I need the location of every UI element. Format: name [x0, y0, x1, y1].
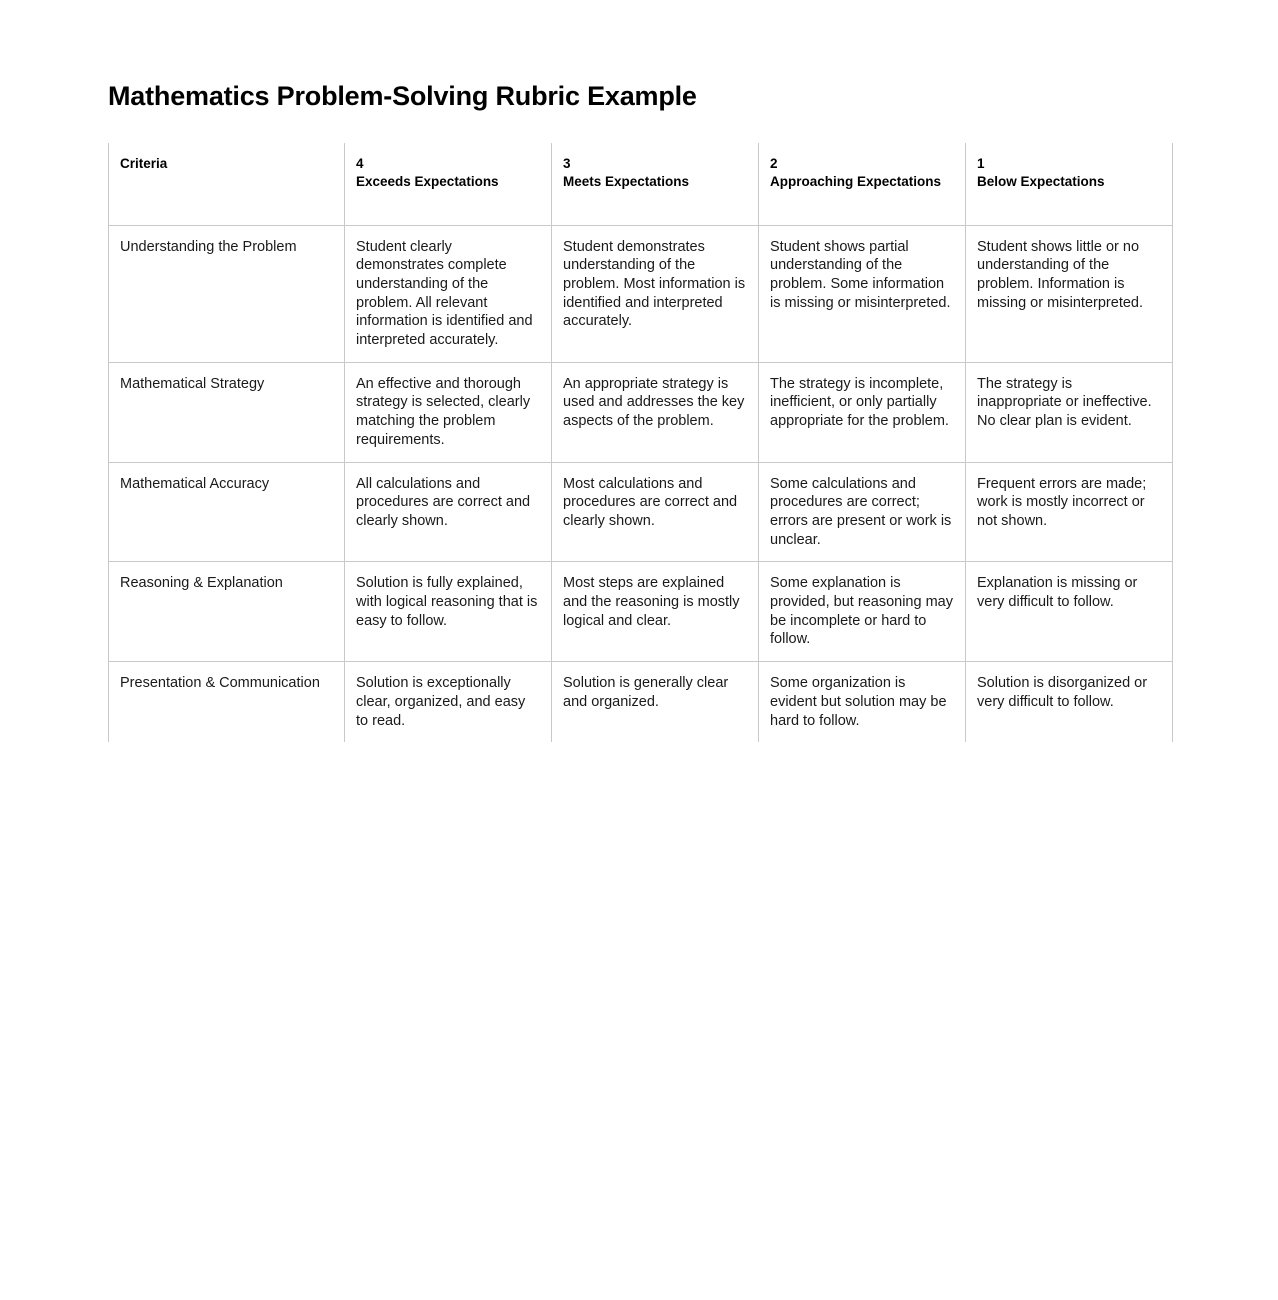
- table-row: [109, 662, 1173, 743]
- level-1-label: Below Expectations: [977, 174, 1105, 190]
- row-cell-level-4: All calculations and procedures are correct and clearly shown.: [345, 462, 552, 562]
- column-header-level-1: [966, 143, 1173, 225]
- level-2-label: Approaching Expectations: [770, 174, 942, 190]
- row-cell-level-3: An appropriate strategy is used and addresses the key aspects of the problem.: [552, 362, 759, 462]
- row-cell-level-4: Solution is fully explained, with logical reasoning that is easy to follow.: [345, 562, 552, 662]
- criteria-header-label: Criteria: [120, 156, 168, 171]
- table-header-row: [109, 143, 1173, 225]
- row-criteria-label: Understanding the Problem: [109, 225, 345, 362]
- row-criteria-label: Mathematical Strategy: [109, 362, 345, 462]
- rubric-table-header: [109, 143, 1173, 225]
- rubric-table-container: [108, 143, 1172, 742]
- row-cell-level-4: Solution is exceptionally clear, organized, and easy to read.: [345, 662, 552, 743]
- row-cell-level-1: The strategy is inappropriate or ineffective. No clear plan is evident.: [966, 362, 1173, 462]
- row-cell-level-1: Student shows little or no understanding of the problem. Information is missing or misinterpreted.: [966, 225, 1173, 362]
- rubric-table: [108, 143, 1173, 742]
- row-cell-level-2: Some organization is evident but solution may be hard to follow.: [759, 662, 966, 743]
- column-header-level-4: [345, 143, 552, 225]
- row-cell-level-3: Solution is generally clear and organized.: [552, 662, 759, 743]
- table-row: [109, 362, 1173, 462]
- table-row: [109, 562, 1173, 662]
- column-header-criteria: [109, 143, 345, 225]
- rubric-table-body: [109, 225, 1173, 742]
- row-cell-level-4: An effective and thorough strategy is selected, clearly matching the problem requirements.: [345, 362, 552, 462]
- row-cell-level-2: The strategy is incomplete, inefficient, or only partially appropriate for the problem.: [759, 362, 966, 462]
- level-4-score: 4: [356, 156, 364, 171]
- row-criteria-label: Reasoning & Explanation: [109, 562, 345, 662]
- row-cell-level-1: Solution is disorganized or very difficult to follow.: [966, 662, 1173, 743]
- row-criteria-label: Presentation & Communication: [120, 675, 320, 692]
- row-cell-level-2: Some calculations and procedures are correct; errors are present or work is unclear.: [759, 462, 966, 562]
- row-cell-level-1: Frequent errors are made; work is mostly incorrect or not shown.: [966, 462, 1173, 562]
- level-3-label: Meets Expectations: [563, 174, 690, 190]
- page-title: Mathematics Problem-Solving Rubric Example: [108, 81, 697, 111]
- row-cell-level-2: Some explanation is provided, but reasoning may be incomplete or hard to follow.: [759, 562, 966, 662]
- level-4-label: Exceeds Expectations: [356, 174, 499, 190]
- level-2-score: 2: [770, 156, 778, 171]
- row-cell-level-1: Explanation is missing or very difficult to follow.: [966, 562, 1173, 662]
- row-criteria-label: Mathematical Accuracy: [109, 462, 345, 562]
- table-row: [109, 225, 1173, 362]
- level-1-score: 1: [977, 156, 985, 171]
- row-cell-level-2: Student shows partial understanding of the problem. Some information is missing or misinterpreted.: [759, 225, 966, 362]
- level-3-score: 3: [563, 156, 571, 171]
- row-cell-level-3: Most steps are explained and the reasoning is mostly logical and clear.: [552, 562, 759, 662]
- column-header-level-3: [552, 143, 759, 225]
- table-row: [109, 462, 1173, 562]
- row-cell-level-3: Most calculations and procedures are correct and clearly shown.: [552, 462, 759, 562]
- row-cell-level-3: Student demonstrates understanding of the problem. Most information is identified and interpreted accurately.: [552, 225, 759, 362]
- column-header-level-2: [759, 143, 966, 225]
- row-cell-level-4: Student clearly demonstrates complete understanding of the problem. All relevant information is identified and interpreted accurately.: [345, 225, 552, 362]
